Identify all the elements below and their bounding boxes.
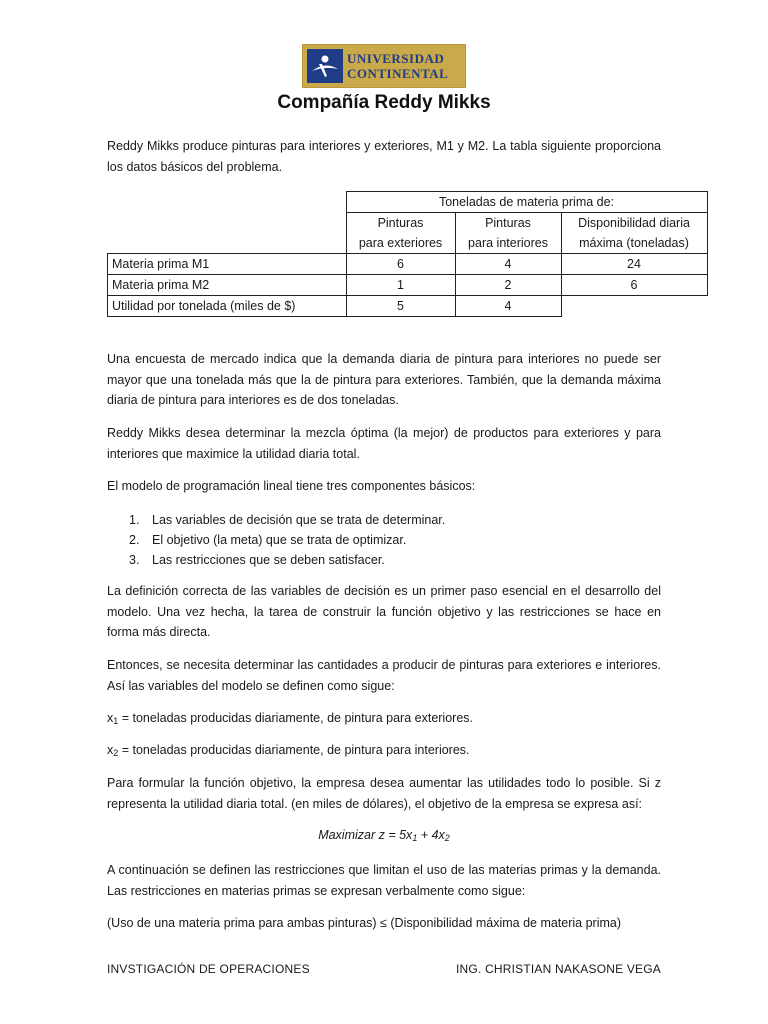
row-label: Utilidad por tonelada (miles de $) bbox=[108, 296, 347, 317]
logo-text-line2: CONTINENTAL bbox=[347, 66, 449, 81]
raw-material-table bbox=[107, 191, 708, 317]
x1-definition-text: = toneladas producidas diariamente, de pintura para exteriores. bbox=[118, 711, 473, 725]
list-text: Las restricciones que se deben satisfacer. bbox=[152, 553, 385, 567]
list-number: 2. bbox=[129, 533, 140, 547]
list-number: 1. bbox=[129, 513, 140, 527]
list-item bbox=[129, 510, 446, 530]
x1-definition: $x_1$ = toneladas producidas diariamente, de pintura para exteriores. bbox=[107, 711, 473, 726]
cell-ext: 5 bbox=[346, 296, 455, 317]
col-disp-header-2: máxima (toneladas) bbox=[561, 233, 707, 254]
list-number: 3. bbox=[129, 553, 140, 567]
col-int-header-2: para interiores bbox=[455, 233, 561, 254]
usage-paragraph: (Uso de una materia prima para ambas pinturas) ≤ (Disponibilidad máxima de materia prima) bbox=[107, 916, 622, 930]
list-text: El objetivo (la meta) que se trata de optimizar. bbox=[152, 533, 407, 547]
market-paragraph: Una encuesta de mercado indica que la demanda diaria de pintura para interiores no puede ser mayor que una tonelada más que la de pintura para exteriores. También, que la demanda máxima diaria de pintura para interiores es de dos toneladas. bbox=[107, 352, 661, 407]
row-label: Materia prima M2 bbox=[108, 275, 347, 296]
col-ext-header-1: Pinturas bbox=[346, 213, 455, 234]
mix-paragraph: Reddy Mikks desea determinar la mezcla óptima (la mejor) de productos para exteriores y para interiores que maximice la utilidad diaria total. bbox=[107, 426, 661, 461]
col-disp-header-1: Disponibilidad diaria bbox=[561, 213, 707, 234]
constraints-paragraph: A continuación se definen las restricciones que limitan el uso de las materias primas y la demanda. Las restricciones en materias primas se expresan verbalmente como sigue: bbox=[107, 863, 661, 898]
cell-disp-empty bbox=[561, 296, 707, 317]
col-int-header-1: Pinturas bbox=[455, 213, 561, 234]
objective-paragraph: Para formular la función objetivo, la empresa desea aumentar las utilidades todo lo posible. Si z representa la utilidad diaria total. (en miles de dólares), el objetivo de la empresa se expresa así: bbox=[107, 776, 661, 811]
intro-paragraph: Reddy Mikks produce pinturas para interiores y exteriores, M1 y M2. La tabla siguiente proporciona los datos básicos del problema. bbox=[107, 139, 661, 174]
table-group-header: Toneladas de materia prima de: bbox=[346, 192, 707, 213]
table-corner-blank bbox=[108, 192, 347, 254]
cell-int: 2 bbox=[455, 275, 561, 296]
row-label: Materia prima M1 bbox=[108, 254, 347, 275]
cell-int: 4 bbox=[455, 254, 561, 275]
table-row bbox=[108, 254, 708, 275]
table-row bbox=[108, 296, 708, 317]
list-text: Las variables de decisión que se trata de determinar. bbox=[152, 513, 446, 527]
cell-int: 4 bbox=[455, 296, 561, 317]
list-item bbox=[129, 530, 445, 550]
model-paragraph: El modelo de programación lineal tiene tres componentes básicos: bbox=[107, 479, 476, 493]
definition-paragraph: La definición correcta de las variables de decisión es un primer paso esencial en el desarrollo del modelo. Una vez hecha, la tarea de construir la función objetivo y las restricciones se hace en forma más directa. bbox=[107, 584, 661, 639]
footer-right: ING. CHRISTIAN NAKASONE VEGA bbox=[456, 962, 661, 976]
logo-text-line1: UNIVERSIDAD bbox=[347, 51, 445, 66]
list-item bbox=[129, 550, 445, 570]
university-emblem-icon bbox=[307, 49, 343, 83]
formula-prefix: Maximizar z = 5x bbox=[318, 828, 413, 842]
footer-left: INVSTIGACIÓN DE OPERACIONES bbox=[107, 962, 310, 976]
cell-ext: 6 bbox=[346, 254, 455, 275]
table-row bbox=[108, 275, 708, 296]
cell-disp: 24 bbox=[561, 254, 707, 275]
university-logo bbox=[302, 44, 466, 88]
cell-ext: 1 bbox=[346, 275, 455, 296]
col-ext-header-2: para exteriores bbox=[346, 233, 455, 254]
formula-mid: + 4x bbox=[417, 828, 445, 842]
table-header-row bbox=[108, 192, 708, 213]
cell-disp: 6 bbox=[561, 275, 707, 296]
components-list bbox=[107, 510, 445, 570]
x2-definition: $x_2$ = toneladas producidas diariamente, de pintura para interiores. bbox=[107, 743, 470, 758]
x2-definition-text: = toneladas producidas diariamente, de pintura para interiores. bbox=[118, 743, 470, 757]
page-title: Compañía Reddy Mikks bbox=[277, 92, 491, 113]
objective-formula: Maximizar $z = 5x_1 + 4x_2$ bbox=[318, 828, 450, 843]
then-paragraph: Entonces, se necesita determinar las cantidades a producir de pinturas para exteriores e interiores. Así las variables del modelo se definen como sigue: bbox=[107, 658, 661, 693]
